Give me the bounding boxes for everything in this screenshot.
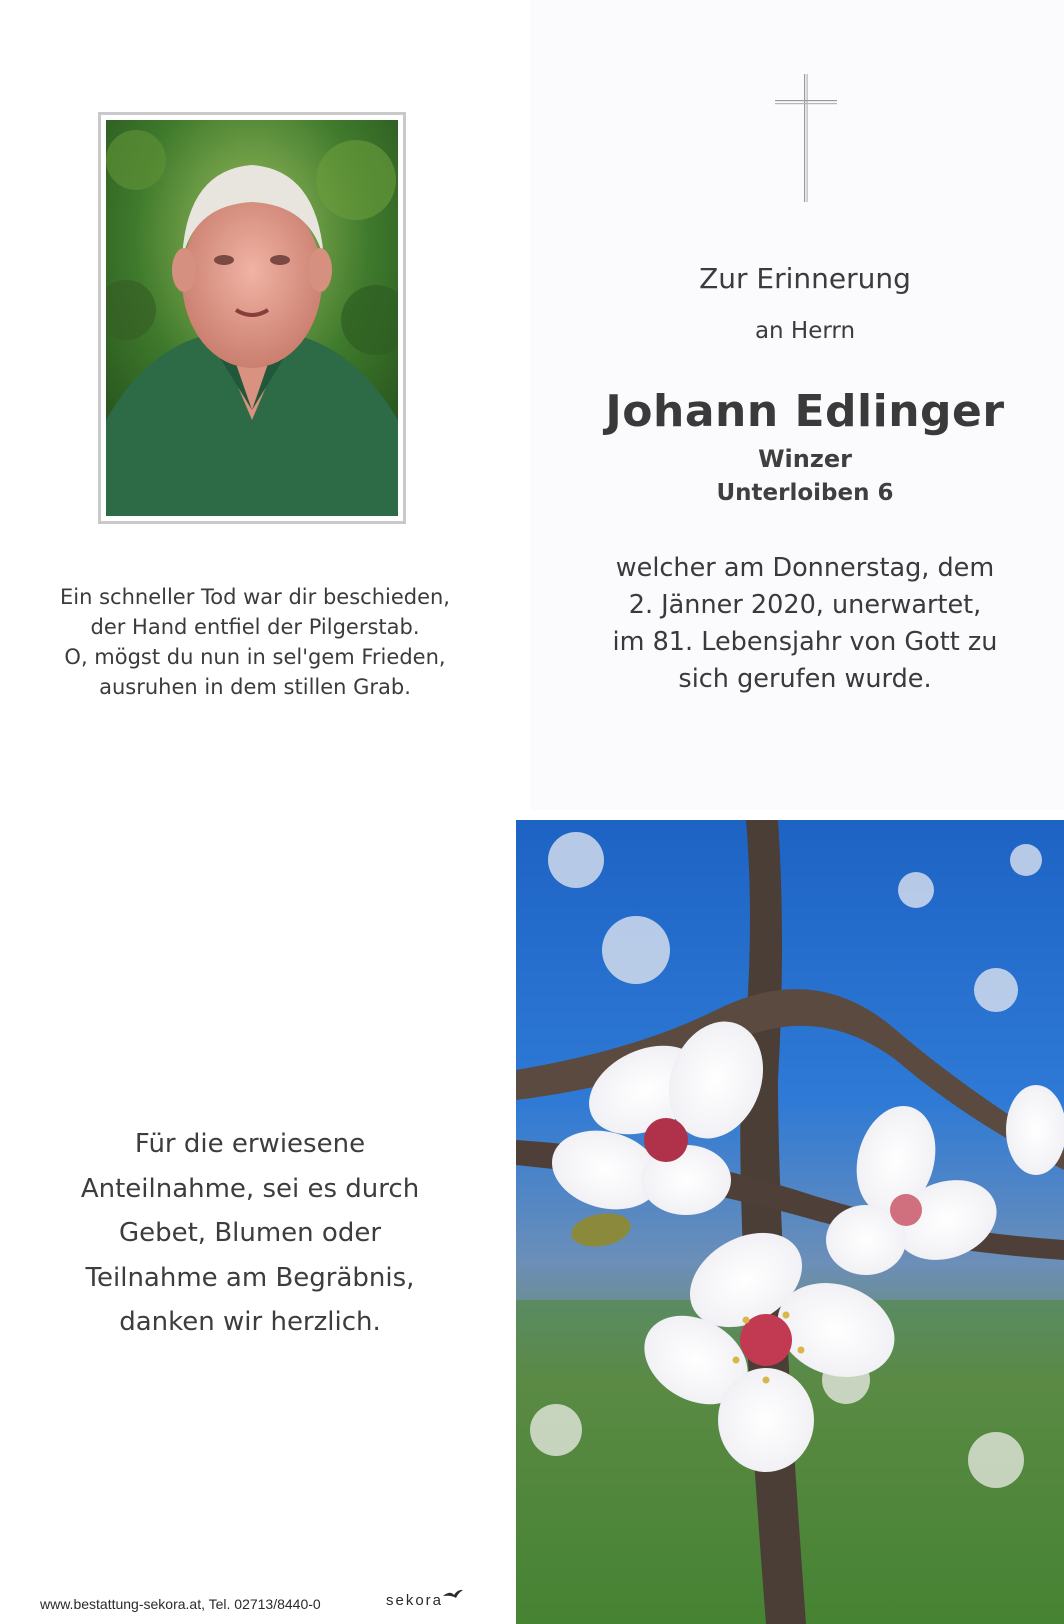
portrait-photo xyxy=(98,112,406,524)
occupation: Winzer xyxy=(758,445,852,473)
bird-icon xyxy=(442,1588,464,1602)
portrait-image xyxy=(106,120,398,516)
cross-icon xyxy=(775,74,837,202)
death-notice-line: welcher am Donnerstag, dem xyxy=(615,553,995,583)
remembrance-heading: Zur Erinnerung xyxy=(699,262,911,295)
brand-logo: sekora xyxy=(386,1592,444,1609)
thanks-line: Anteilnahme, sei es durch xyxy=(80,1173,420,1204)
deceased-name: Johann Edlinger xyxy=(605,386,1005,437)
blossom-photo xyxy=(516,820,1064,1624)
thanks-line: danken wir herzlich. xyxy=(119,1307,381,1337)
thanks-line: Teilnahme am Begräbnis, xyxy=(85,1262,415,1293)
poem-line: ausruhen in dem stillen Grab. xyxy=(99,675,411,699)
honorific: an Herrn xyxy=(754,318,856,344)
death-notice-line: 2. Jänner 2020, unerwartet, xyxy=(628,590,982,620)
thanks-line: Für die erwiesene xyxy=(134,1129,366,1159)
footer-contact: www.bestattung-sekora.at, Tel. 02713/8440-0 xyxy=(40,1596,321,1612)
thanks-text xyxy=(40,1122,460,1345)
death-notice-line: im 81. Lebensjahr von Gott zu xyxy=(612,627,998,657)
blossom-image xyxy=(516,820,1064,1624)
death-notice xyxy=(560,550,1050,698)
poem-line: der Hand entfiel der Pilgerstab. xyxy=(90,615,420,639)
address: Unterloiben 6 xyxy=(716,480,894,506)
poem xyxy=(20,582,490,702)
poem-line: Ein schneller Tod war dir beschieden, xyxy=(60,585,450,609)
poem-line: O, mögst du nun in sel'gem Frieden, xyxy=(64,645,446,669)
thanks-line: Gebet, Blumen oder xyxy=(118,1218,382,1248)
death-notice-line: sich gerufen wurde. xyxy=(678,664,932,694)
